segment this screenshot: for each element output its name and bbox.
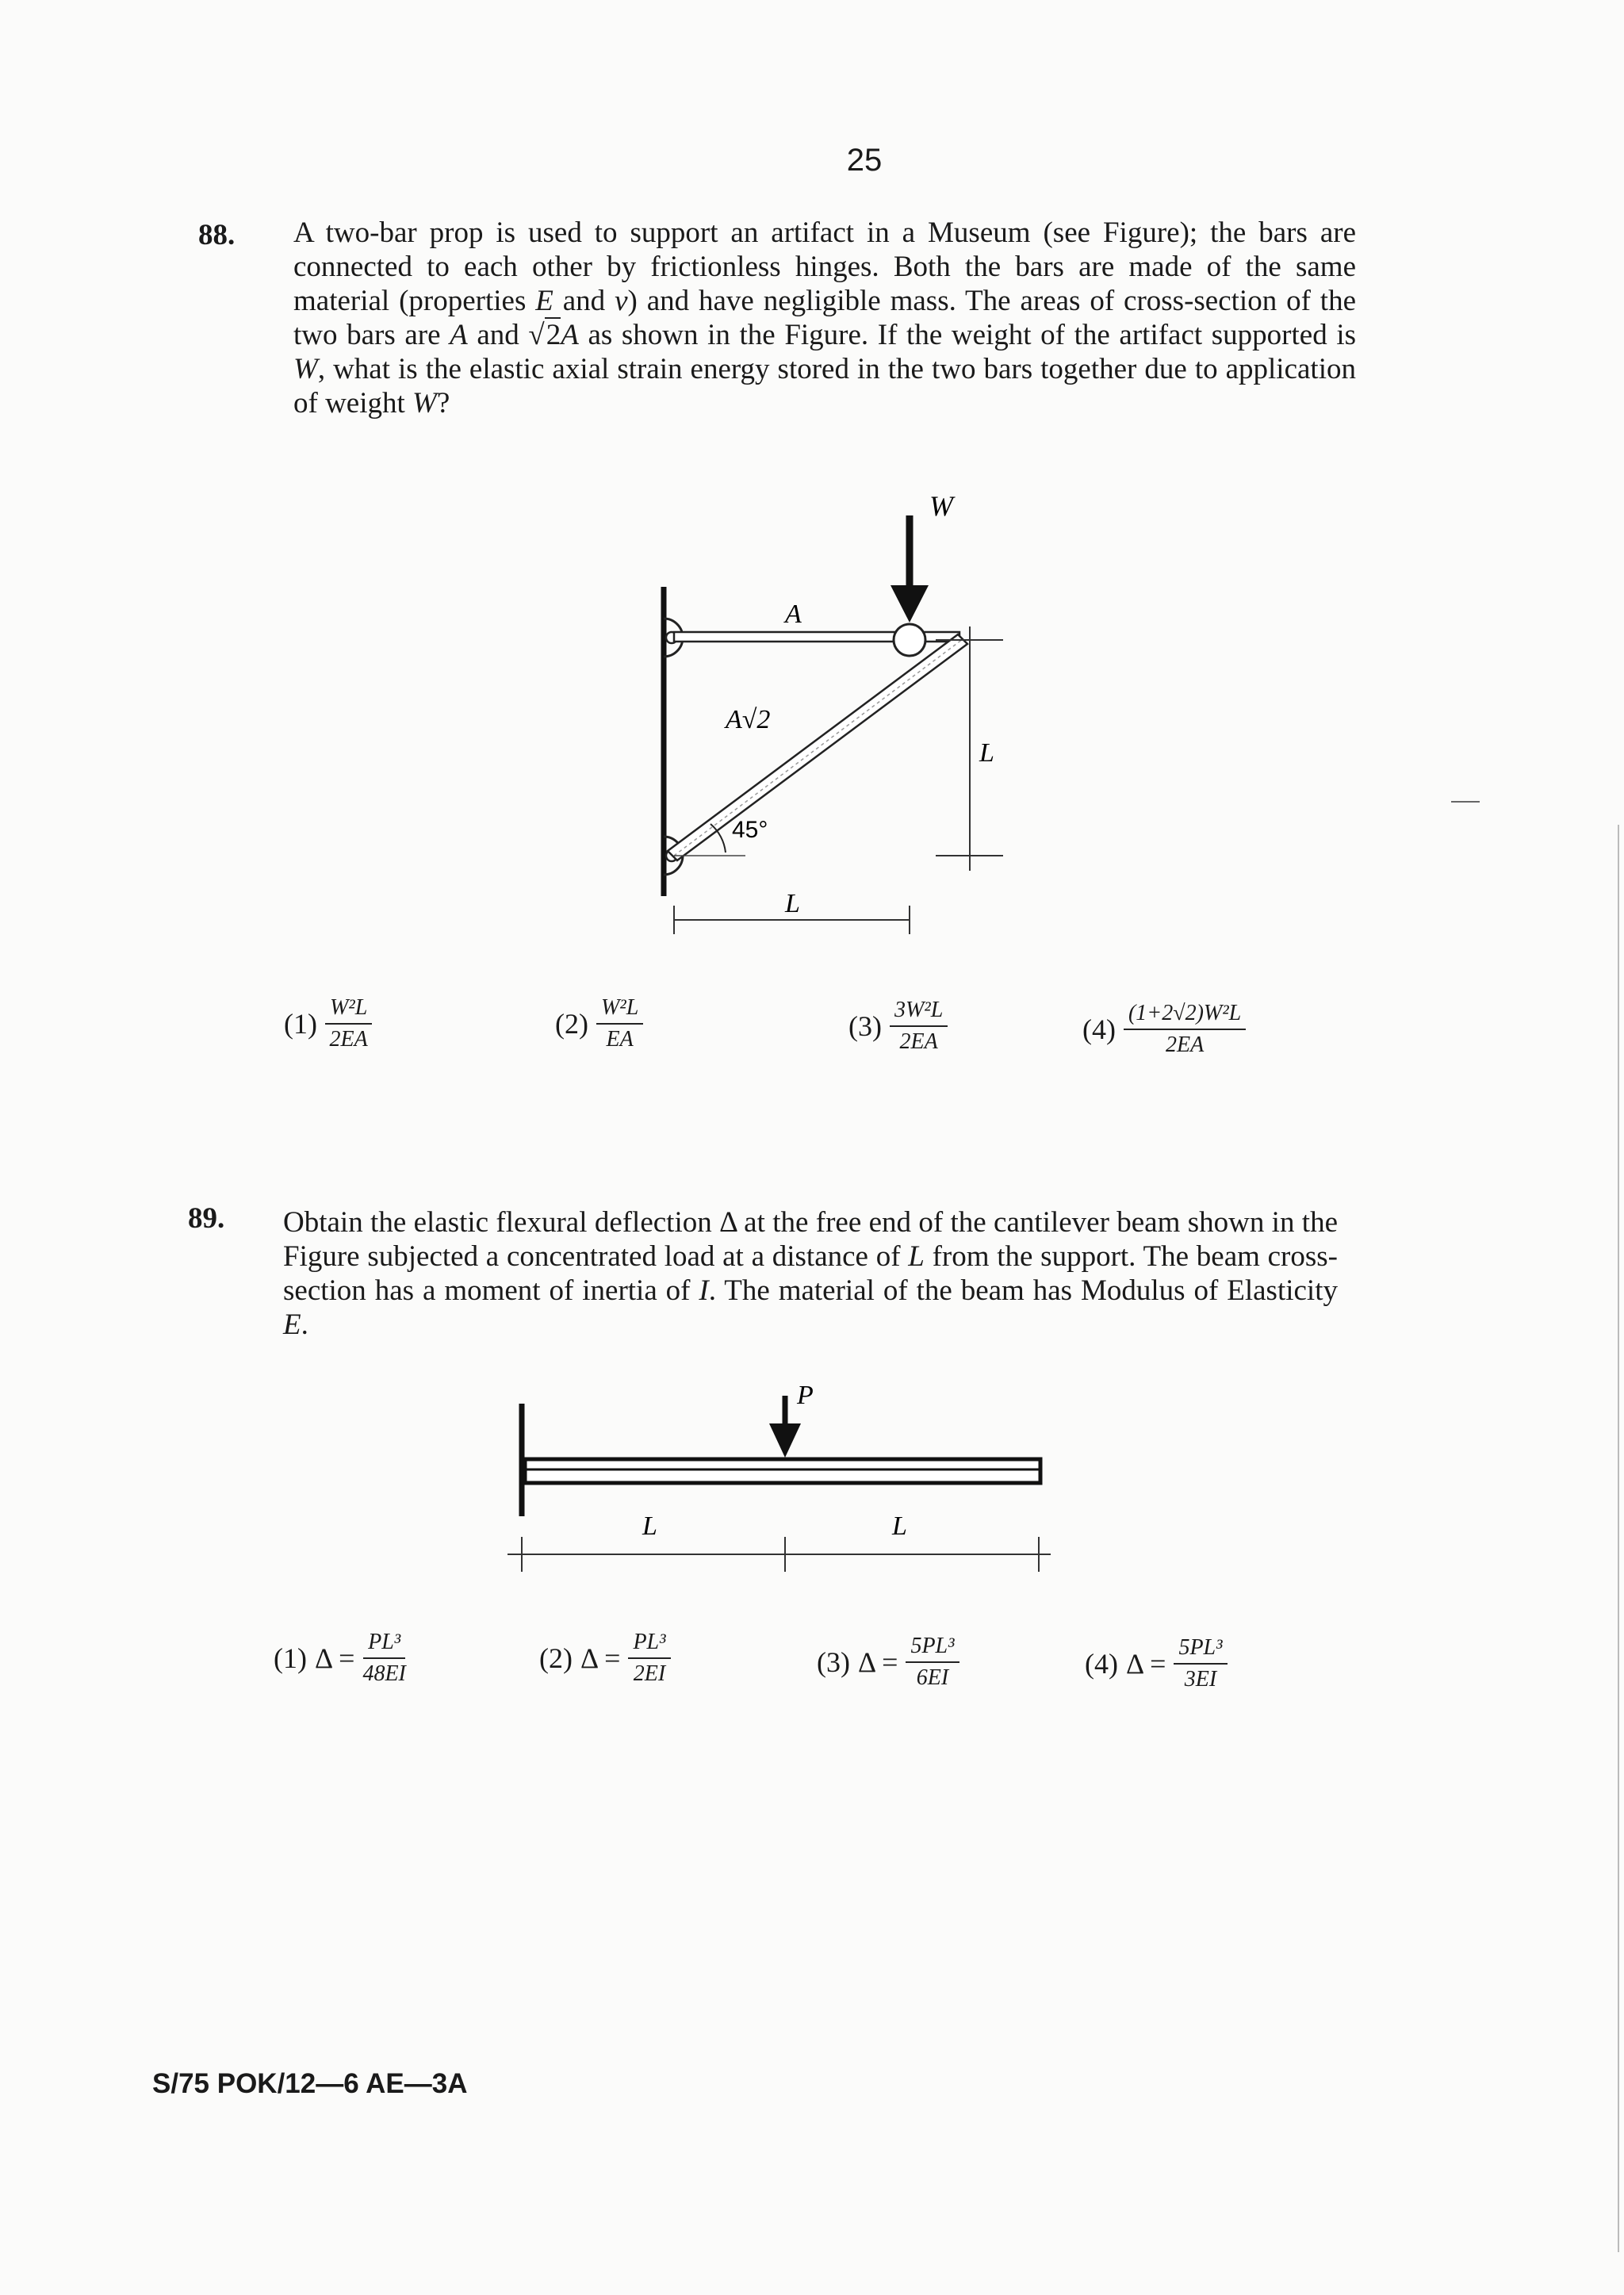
q88-text-part-3: as shown in the Figure. If the weight of the artifact supported is: [578, 319, 1356, 351]
load-label-w: W: [929, 492, 953, 522]
q89-option-3-numerator: 5PL³: [906, 1634, 959, 1663]
q88-option-3-numerator: 3W²L: [890, 998, 948, 1027]
q88-text-part-4: , what is the elastic axial strain energy stored in the two bars together due to application of weight: [293, 353, 1356, 420]
q89-option-3-denominator: 6EI: [916, 1665, 949, 1691]
q89-option-4-index: (4): [1085, 1648, 1118, 1680]
q89-text-part-1: Obtain the elastic flexural deflection Δ at the free end of the cantilever beam shown in the Figure subjected a concentrated load at a distance of: [283, 1206, 1338, 1273]
q88-option-2-index: (2): [555, 1008, 588, 1040]
q88-text-part-1: A two-bar prop is used to support an artifact in a Museum (see Figure); the bars are connected to each other by frictionless hinges. Both the bars are made of the same material (properties: [293, 216, 1356, 317]
q88-option-4-fraction: [1124, 1001, 1246, 1058]
angle-label: 45°: [732, 817, 768, 843]
q89-option-1-numerator: PL³: [363, 1630, 405, 1659]
q88-option-1-index: (1): [284, 1008, 317, 1040]
q88-option-4-numerator: (1+2√2)W²L: [1124, 1001, 1246, 1030]
load-arrow-head: [891, 585, 929, 623]
beam-dim-label-2: L: [892, 1511, 907, 1541]
top-bar-label: A: [785, 600, 802, 629]
q88-symbol-e: E: [535, 285, 553, 317]
q88-option-2-numerator: W²L: [596, 995, 643, 1025]
q88-symbol-nu: ν: [615, 285, 628, 317]
q88-sqrt-sign: √: [528, 319, 545, 351]
q88-option-1-denominator: 2EA: [329, 1027, 368, 1052]
q89-symbol-e: E: [283, 1308, 301, 1341]
q88-question-mark: ?: [436, 387, 450, 420]
q88-option-3-fraction: [890, 998, 948, 1055]
q89-text-part-2: from the support. The beam cross-section has a moment of inertia of: [283, 1240, 1338, 1307]
q88-option-4-index: (4): [1082, 1013, 1116, 1046]
q88-and-2: and: [467, 319, 529, 351]
horiz-dim-label: L: [785, 889, 800, 918]
beam-body: [525, 1459, 1040, 1483]
q89-option-2-numerator: PL³: [628, 1630, 670, 1659]
q89-option-3-fraction: [906, 1634, 959, 1691]
question-88-text: [293, 216, 1356, 420]
q89-option-1-lhs: Δ =: [314, 1642, 355, 1675]
q89-symbol-i: I: [699, 1274, 709, 1307]
q88-symbol-a: A: [450, 319, 468, 351]
question-88-number: 88.: [198, 219, 236, 251]
q89-text-part-4: .: [301, 1308, 308, 1341]
q88-option-2-fraction: [596, 995, 643, 1052]
q88-option-1-fraction: [325, 995, 372, 1052]
q89-option-1-fraction: [362, 1630, 405, 1687]
q88-option-1-numerator: W²L: [325, 995, 372, 1025]
q89-symbol-l: L: [908, 1240, 925, 1273]
q89-option-2-fraction: [628, 1630, 670, 1687]
q89-option-4-lhs: Δ =: [1125, 1648, 1166, 1680]
q89-option-3-index: (3): [817, 1646, 850, 1679]
joint-circle: [894, 624, 925, 656]
footer-code: S/75 POK/12—6 AE—3A: [152, 2068, 468, 2099]
q89-option-3-lhs: Δ =: [857, 1646, 898, 1679]
page-number: 25: [846, 143, 883, 178]
q89-option-4-fraction: [1174, 1635, 1227, 1692]
q89-option-2[interactable]: [539, 1630, 671, 1687]
point-load-label-p: P: [797, 1381, 814, 1410]
q88-option-2-denominator: EA: [606, 1027, 634, 1052]
q89-option-1-denominator: 48EI: [362, 1661, 406, 1687]
q88-option-2[interactable]: [555, 995, 643, 1052]
q89-option-3[interactable]: [817, 1634, 959, 1691]
q88-option-4[interactable]: [1082, 1001, 1246, 1058]
diagonal-bar-label: A√2: [726, 705, 771, 734]
q88-option-1[interactable]: [284, 995, 372, 1052]
q88-symbol-w: W: [293, 353, 318, 385]
q88-option-4-denominator: 2EA: [1165, 1033, 1205, 1058]
scan-edge-line: [1618, 825, 1619, 2252]
q89-option-4-numerator: 5PL³: [1174, 1635, 1227, 1665]
two-bar-prop-figure: [619, 492, 1063, 952]
q89-option-4[interactable]: [1085, 1635, 1228, 1692]
question-89-number: 89.: [188, 1202, 225, 1235]
q88-text-part-2: ) and have negligible mass. The areas of cross-section of the two bars are: [293, 285, 1356, 351]
q89-option-1[interactable]: [274, 1630, 406, 1687]
beam-dim-label-1: L: [642, 1511, 657, 1541]
vert-dim-label: L: [979, 738, 994, 768]
q89-option-2-index: (2): [539, 1642, 573, 1675]
q88-option-3[interactable]: [848, 998, 948, 1055]
q88-option-3-index: (3): [848, 1010, 882, 1043]
q89-option-1-index: (1): [274, 1642, 307, 1675]
q89-text-part-3: . The material of the beam has Modulus of Elasticity: [708, 1274, 1338, 1307]
scan-mark: [1451, 801, 1480, 803]
q89-option-2-lhs: Δ =: [580, 1642, 621, 1675]
question-89-text: [283, 1205, 1338, 1342]
q88-option-3-denominator: 2EA: [899, 1029, 938, 1055]
q88-symbol-a2: A: [561, 319, 579, 351]
q88-sqrt-two: 2: [546, 319, 561, 351]
point-load-head: [769, 1423, 801, 1458]
cantilever-beam-figure: [500, 1380, 1071, 1594]
q89-option-2-denominator: 2EI: [633, 1661, 666, 1687]
q89-option-4-denominator: 3EI: [1184, 1667, 1217, 1692]
q88-symbol-w2: W: [412, 387, 437, 420]
q88-and: and: [553, 285, 615, 317]
